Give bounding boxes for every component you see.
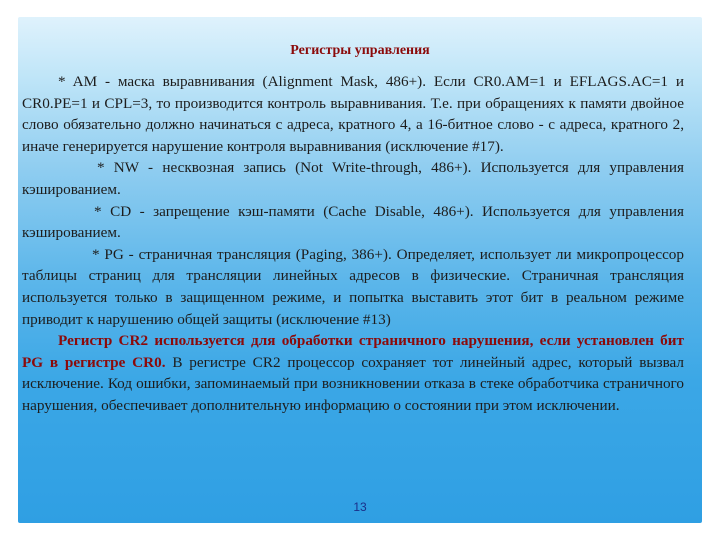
cr2-text: В регистре CR2 процессор сохраняет тот линейный адрес, который вызвал исключение. Код ошибки, запоминаемый при возникновении отказа в стеке обработчика страничного нарушения, обеспечивает дополнительную информацию о состоянии при этом исключении. [22,353,684,414]
paragraph-nw: * NW - несквозная запись (Not Write-through, 486+). Используется для управления кэшированием. [22,159,684,198]
page-number: 13 [353,500,367,514]
paragraph-cd: * CD - запрещение кэш-памяти (Cache Disable, 486+). Используется для управления кэшированием. [22,202,684,242]
slide-body [22,71,684,417]
paragraph-pg: * PG - страничная трансляция (Paging, 386+). Определяет, использует ли микропроцессор таблицы страниц для трансляции линейных адресов в физические. Страничная трансляция используется только в защищенном режиме, и попытка выставить этот бит в реальном режиме приводит к нарушению общей защиты (исключение #13) [22,245,684,328]
paragraph-am: * AM - маска выравнивания (Alignment Mask, 486+). Если CR0.AM=1 и EFLAGS.AC=1 и CR0.PE=1 и CPL=3, то производится контроль выравнивания. Т.е. при обращениях к памяти двойное слово обязательно должно начинаться с адреса, кратного 4, а 16-битное слово - с адреса, кратного 2, иначе генерируется нарушение контроля выравнивания (исключение #17). [22,73,684,155]
slide-title: Регистры управления [290,43,430,58]
paragraph-cr2 [22,330,684,416]
cr2-highlight: Регистр CR2 используется для обработки страничного нарушения, если установлен бит PG в регистре CR0. [22,332,684,371]
